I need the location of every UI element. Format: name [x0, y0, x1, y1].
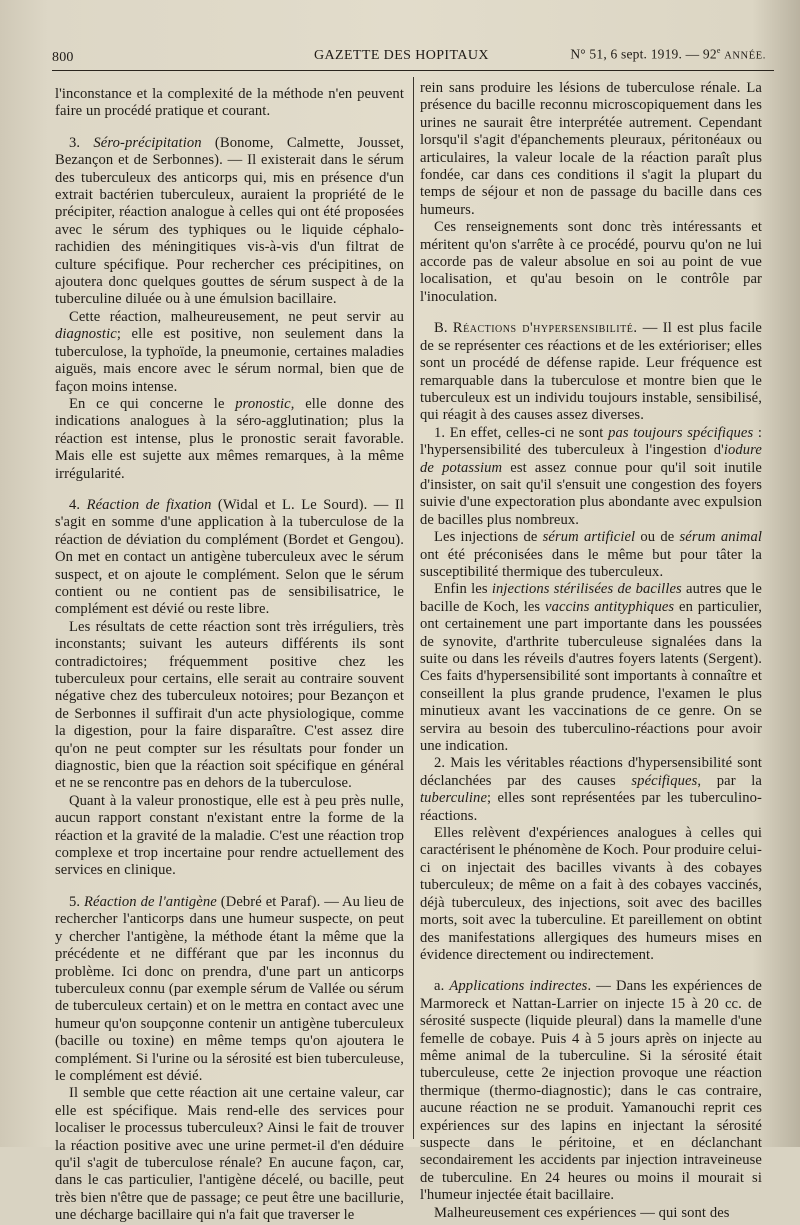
section-paragraph	[55, 497, 404, 619]
section-body: (Bonome, Calmette, Jousset, Bezançon et de Serbonnes). — Il existerait dans le sérum des tuberculeux des anticorps qui, mis en présence d'un extrait bactérien tuberculeux, auraient la propriété de le précipiter, réaction analogue à celles qui ont été proposées avec le sérum des typhiques ou le liquide céphalo-rachidien des méningitiques vis-à-vis d'un filtrat de culture spécifique. Pour rechercher ces précipitines, on ajoutera donc quelques gouttes de sérum suspect à de la tuberculine diluée ou à une émulsion bacillaire.	[55, 134, 404, 308]
italic-term: diagnostic	[55, 326, 117, 343]
paragraph: l'inconstance et la complexité de la méthode n'en peuvent faire un procédé pratique et courant.	[55, 86, 404, 120]
paragraph	[420, 529, 762, 581]
text-run: ou de	[635, 529, 680, 546]
section-title: Réactions d'hypersensibilité.	[452, 320, 638, 337]
section-number: B.	[434, 320, 453, 337]
paragraph: Il semble que cette réaction ait une certaine valeur, car elle est spécifique. Mais rend-elle des services pour localiser le processus tuberculeux? Ainsi le fait de trouver la réaction positive avec une urine permet-il d'en déduire qu'il s'agit de tuberculose rénale? En aucune façon, car, dans le cas particulier, l'antigène décelé, ou bacille, peut très bien n'être que de passage; ce peut être une bacillurie, une décharge bacillaire qui n'a fait que traverser le	[55, 1085, 404, 1224]
section-number: 3.	[69, 134, 94, 151]
text-run: ont été préconisées dans le même but pour tâter la susceptibilité thermique des tuberculeux.	[420, 546, 762, 580]
text-run: a.	[434, 978, 450, 995]
paragraph: Les résultats de cette réaction sont très irréguliers, très inconstants; suivant les auteurs différents ils sont contradictoires; fréquemment positive chez les tuberculeux pour certains, elle serait au contraire souvent négative chez des tuberculeux notoires; pour Bezançon et de Serbonnes il suffirait d'un acte physiologique, comme la digestion, pour la faire disparaître. C'est assez dire qu'on ne peut compter sur les résultats pour fonder un diagnostic, bien que la réaction soit spécifique en général et ne se rencontre pas en dehors de la tuberculose.	[55, 618, 404, 792]
italic-term: sérum artificiel	[542, 529, 636, 546]
right-column	[420, 80, 763, 1221]
section-number: 4.	[69, 496, 87, 513]
text-run: : l'hypersensibilité des tuberculeux à l'ingestion d'	[420, 424, 762, 459]
page-number: 800	[52, 50, 74, 65]
italic-term: Applications indirectes	[449, 978, 588, 995]
paragraph: Malheureusement ces expériences — qui sont des	[434, 1204, 730, 1221]
text-run: autres que le bacille de Koch, les	[420, 581, 763, 615]
running-header	[52, 44, 774, 68]
section-number: 5.	[69, 893, 85, 910]
italic-term: vaccins antityphiques	[545, 598, 675, 615]
section-title: Séro-précipitation	[93, 134, 202, 151]
journal-title: GAZETTE DES HOPITAUX	[314, 48, 489, 63]
section-body: — Il est plus facile de se représenter ces réactions et de les extérioriser; elles sont un procédé de défense rapide. Leur fréquence est remarquable dans la tuberculose et montre bien que le tuberculeux est un individu toujours instable, sensibilisé, qui réagit à des causes assez diverses.	[420, 320, 762, 424]
section-body: (Debré et Paraf). — Au lieu de rechercher l'anticorps dans une humeur suspecte, on peut y chercher l'antigène, la méthode étant la même que la précédente et ne différant que par les inconnus du problème. Ici donc on prendra, d'une part un anticorps tuberculeux connu (par exemple sérum de Vallée ou sérum de tuberculeux certain) et on le mettra en contact avec une humeur qu'on soupçonne contenir un antigène tuberculeux (bacille ou toxine) en même temps qu'on ajoutera le complément. Si l'urine ou la sérosité est bien tuberculeuse, le complément est dévié.	[55, 893, 404, 1084]
text-run: ; elle est positive, non seulement dans la tuberculose, la typhoïde, la pneumonie, certaines maladies aiguës, mais encore avec le sérum normal, bien que de façon moins intense.	[55, 326, 404, 395]
text-run: 1. En effet, celles-ci ne sont	[434, 424, 609, 441]
column-divider	[413, 77, 414, 1139]
italic-term: spécifiques	[631, 772, 698, 789]
section-title: Réaction de l'antigène	[84, 893, 217, 910]
text-run: , elle donne des indications analogues à la séro-agglutination; plus la réaction est intense, plus le pronostic serait favorable. Mais elle est sujette aux mêmes remarques, à la même irrégularité.	[55, 395, 404, 482]
italic-term: pronostic	[235, 395, 291, 412]
text-run: . — Dans les expériences de Marmoreck et Nattan-Larrier on injecte 15 à 20 cc. de sérosité suspecte (liquide pleural) dans la mamelle d'une femelle de cobaye. Puis 4 à 5 jours après on injecte au même animal de la tuberculine. Si la sérosité était tuberculeuse, cette 2e injection provoque une réaction thermique (thermo-diagnostic); dans le cas contraire, aucune réaction ne se produit. Yamanouchi reprit ces expériences sur des lapins en injectant la sérosité suspecte dans le péritoine, et en déclanchant secondairement les accidents par injection intraveineuse de tuberculine. En 24 heures ou moins il mourait si l'humeur injectée était bacillaire.	[420, 978, 763, 1204]
italic-term: pas toujours spécifiques	[608, 424, 754, 441]
paragraph	[420, 425, 762, 529]
year-label: ANNÉE.	[724, 50, 766, 62]
section-title: Réaction de fixation	[86, 496, 212, 513]
text-run: Enfin les	[434, 581, 492, 598]
paragraph	[420, 755, 762, 825]
text-run: Les injections de	[434, 529, 543, 546]
text-run: en particulier, ont certainement une part importante dans les poussées de synovite, d'arthrite tuberculeuse signalées dans la suite ou dans les réveils d'autres foyers latents (Sergent). Ces faits d'hypersensibilité sont importants à connaître et conseillent la plus grande prudence, l'examen le plus minutieux avant les vaccinations de ce genre. On se servira au besoin des tuberculino-réactions pour avoir une indication.	[420, 598, 762, 755]
left-column	[55, 86, 404, 1224]
italic-term: tuberculine	[420, 790, 488, 807]
text-run: 2. Mais les véritables réactions d'hypersensibilité sont déclanchées par des causes	[420, 755, 762, 789]
section-paragraph	[55, 894, 404, 1085]
section-paragraph	[55, 135, 404, 309]
text-run: est assez connue pour qu'il soit inutile d'insister, on sait qu'il s'ensuit une congestion des foyers suivie d'une expectoration plus abondante avec expulsion de bacilles plus nombreux.	[420, 459, 762, 528]
text-run: , par la	[697, 772, 762, 789]
paragraph	[55, 309, 404, 396]
paragraph: Quant à la valeur pronostique, elle est à peu près nulle, aucun rapport constant n'existant entre la forme de la réaction et la gravité de la maladie. C'est une réaction trop complexe et trop incertaine pour rendre actuellement des services en clinique.	[55, 792, 404, 879]
paragraph	[420, 978, 762, 1204]
text-run: En ce qui concerne le	[69, 395, 236, 412]
text-run: ; elles sont représentées par les tuberculino-réactions.	[420, 790, 762, 824]
paragraph	[420, 581, 762, 755]
paragraph: rein sans produire les lésions de tuberculose rénale. La présence du bacille reconnu microscopiquement dans les urines ne saurait être interprétée autrement. Cependant lorsqu'il s'agit d'épanchements pleuraux, péritonéaux ou articulaires, la valeur locale de la réaction paraît plus fondée, car dans ces conditions il s'agit la plupart du temps de séjour et non de passage du bacille dans ces humeurs.	[420, 80, 762, 218]
text-run: Cette réaction, malheureusement, ne peut servir au	[69, 308, 404, 325]
italic-term: iodure de potassium	[420, 442, 762, 476]
issue-date: N° 51, 6 sept. 1919. — 92e ANNÉE.	[570, 46, 766, 62]
section-body: (Widal et L. Le Sourd). — Il s'agit en somme d'une application à la tuberculose de la réaction de déviation du complément (Bordet et Gengou). On met en contact un antigène tuberculeux avec le sérum suspect, et on ajoute le complément. Selon que le sérum contient ou ne contient pas de sensibilisatrice, le complément est dévié ou reste libre.	[55, 496, 404, 618]
paragraph: Ces renseignements sont donc très intéressants et méritent qu'on s'arrête à ce procédé, pourvu qu'on ne lui accorde pas de valeur absolue en soi au point de vue localisation, et qu'au besoin on le contrôle par l'inoculation.	[420, 219, 762, 305]
paragraph	[55, 396, 404, 483]
italic-term: sérum animal	[679, 529, 762, 546]
italic-term: injections stérilisées de bacilles	[491, 581, 682, 598]
header-rule	[52, 70, 774, 71]
paragraph: Elles relèvent d'expériences analogues à celles qui caractérisent le phénomène de Koch. Pour produire celui-ci on injectait des bacilles vivants à des cobayes tuberculeux; de même on a fait à des cobayes vaccinés, déjà tuberculeux, des injections, soit avec des bacilles morts, soit avec la tuberculine. Et pareillement on obtint des manifestations allergiques des humeurs mises en évidence directement ou indirectement.	[420, 825, 762, 963]
section-paragraph	[420, 320, 762, 424]
